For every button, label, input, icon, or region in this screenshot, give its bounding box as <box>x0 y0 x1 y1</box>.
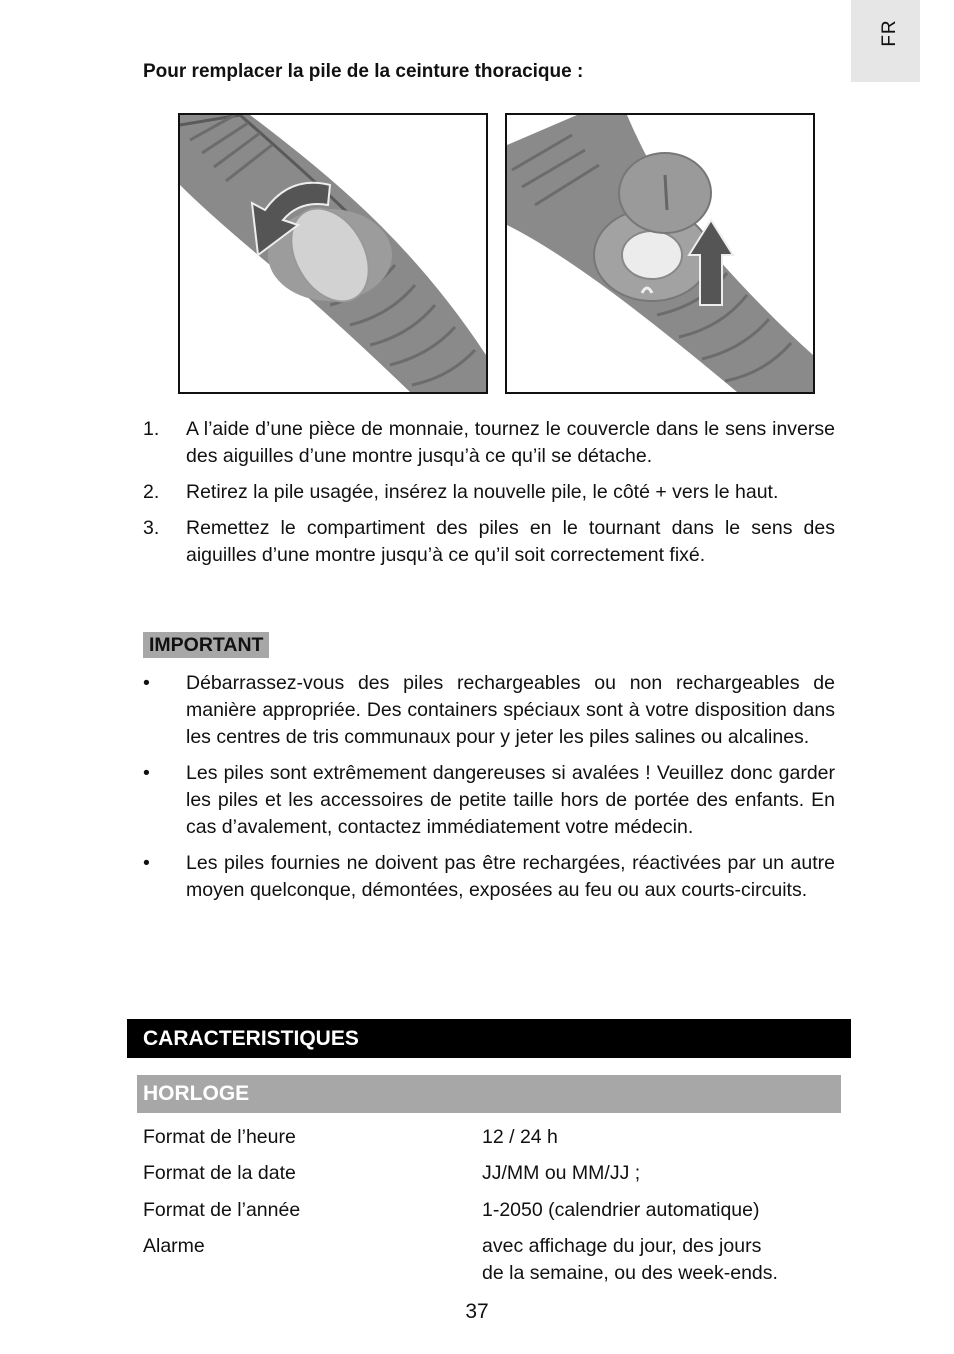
list-item <box>143 479 835 506</box>
spec-value: JJ/MM ou MM/JJ ; <box>482 1162 641 1184</box>
bullet-text: Les piles sont extrêmement dangereuses si avalées ! Veuillez donc garder les piles et les accessoires de petite taille hors de portée des enfants. En cas d’avalement, contactez immédiatement votre médecin. <box>186 762 835 838</box>
step-text: Remettez le compartiment des piles en le tournant dans le sens des aiguilles d’une montre jusqu’à ce qu’il soit correctement fixé. <box>186 517 835 566</box>
spec-key: Format de l’heure <box>143 1126 296 1148</box>
bullet-mark: • <box>143 762 150 784</box>
list-item <box>143 515 835 569</box>
step-number: 2. <box>143 481 160 503</box>
spec-value-line: avec affichage du jour, des jours <box>482 1235 762 1257</box>
section-title: CARACTERISTIQUES <box>143 1027 359 1050</box>
language-tab <box>851 0 920 82</box>
spec-value <box>482 1233 842 1287</box>
strap-cover-illustration <box>180 115 486 392</box>
step-text: Retirez la pile usagée, insérez la nouvelle pile, le côté + vers le haut. <box>186 481 779 503</box>
page-heading: Pour remplacer la pile de la ceinture thoracique : <box>143 61 584 82</box>
language-code: FR <box>879 19 900 47</box>
section-header <box>127 1019 851 1058</box>
spec-key: Format de la date <box>143 1162 296 1184</box>
bullet-mark: • <box>143 672 150 694</box>
subsection-title: HORLOGE <box>143 1082 250 1105</box>
bullet-text: Les piles fournies ne doivent pas être rechargées, réactivées par un autre moyen quelconque, démontées, exposées au feu ou aux courts-circuits. <box>186 852 835 901</box>
spec-key: Format de l’année <box>143 1199 301 1221</box>
figure-replace-battery <box>505 113 815 394</box>
important-label: IMPORTANT <box>143 632 269 658</box>
bullet-text: Débarrassez-vous des piles rechargeables ou non rechargeables de manière appropriée. Des containers spéciaux sont à votre disposition dans les centres de tris communaux pour y jeter les piles salines ou alcalines. <box>186 672 835 748</box>
step-number: 1. <box>143 418 160 440</box>
spec-value: 12 / 24 h <box>482 1126 558 1148</box>
important-bullets <box>143 670 835 913</box>
subsection-header <box>137 1075 841 1113</box>
spec-value: 1-2050 (calendrier automatique) <box>482 1199 760 1221</box>
spec-value-line: de la semaine, ou des week-ends. <box>482 1262 778 1284</box>
instruction-steps <box>143 416 835 578</box>
step-number: 3. <box>143 517 160 539</box>
figure-turn-cover <box>178 113 488 394</box>
list-item <box>143 670 835 751</box>
spec-key: Alarme <box>143 1235 205 1257</box>
list-item <box>143 760 835 841</box>
page-number: 37 <box>465 1300 489 1323</box>
list-item <box>143 850 835 904</box>
step-text: A l’aide d’une pièce de monnaie, tournez le couvercle dans le sens inverse des aiguilles d’une montre jusqu’à ce qu’il se détache. <box>186 418 835 467</box>
list-item <box>143 416 835 470</box>
strap-battery-illustration <box>507 115 813 392</box>
bullet-mark: • <box>143 852 150 874</box>
